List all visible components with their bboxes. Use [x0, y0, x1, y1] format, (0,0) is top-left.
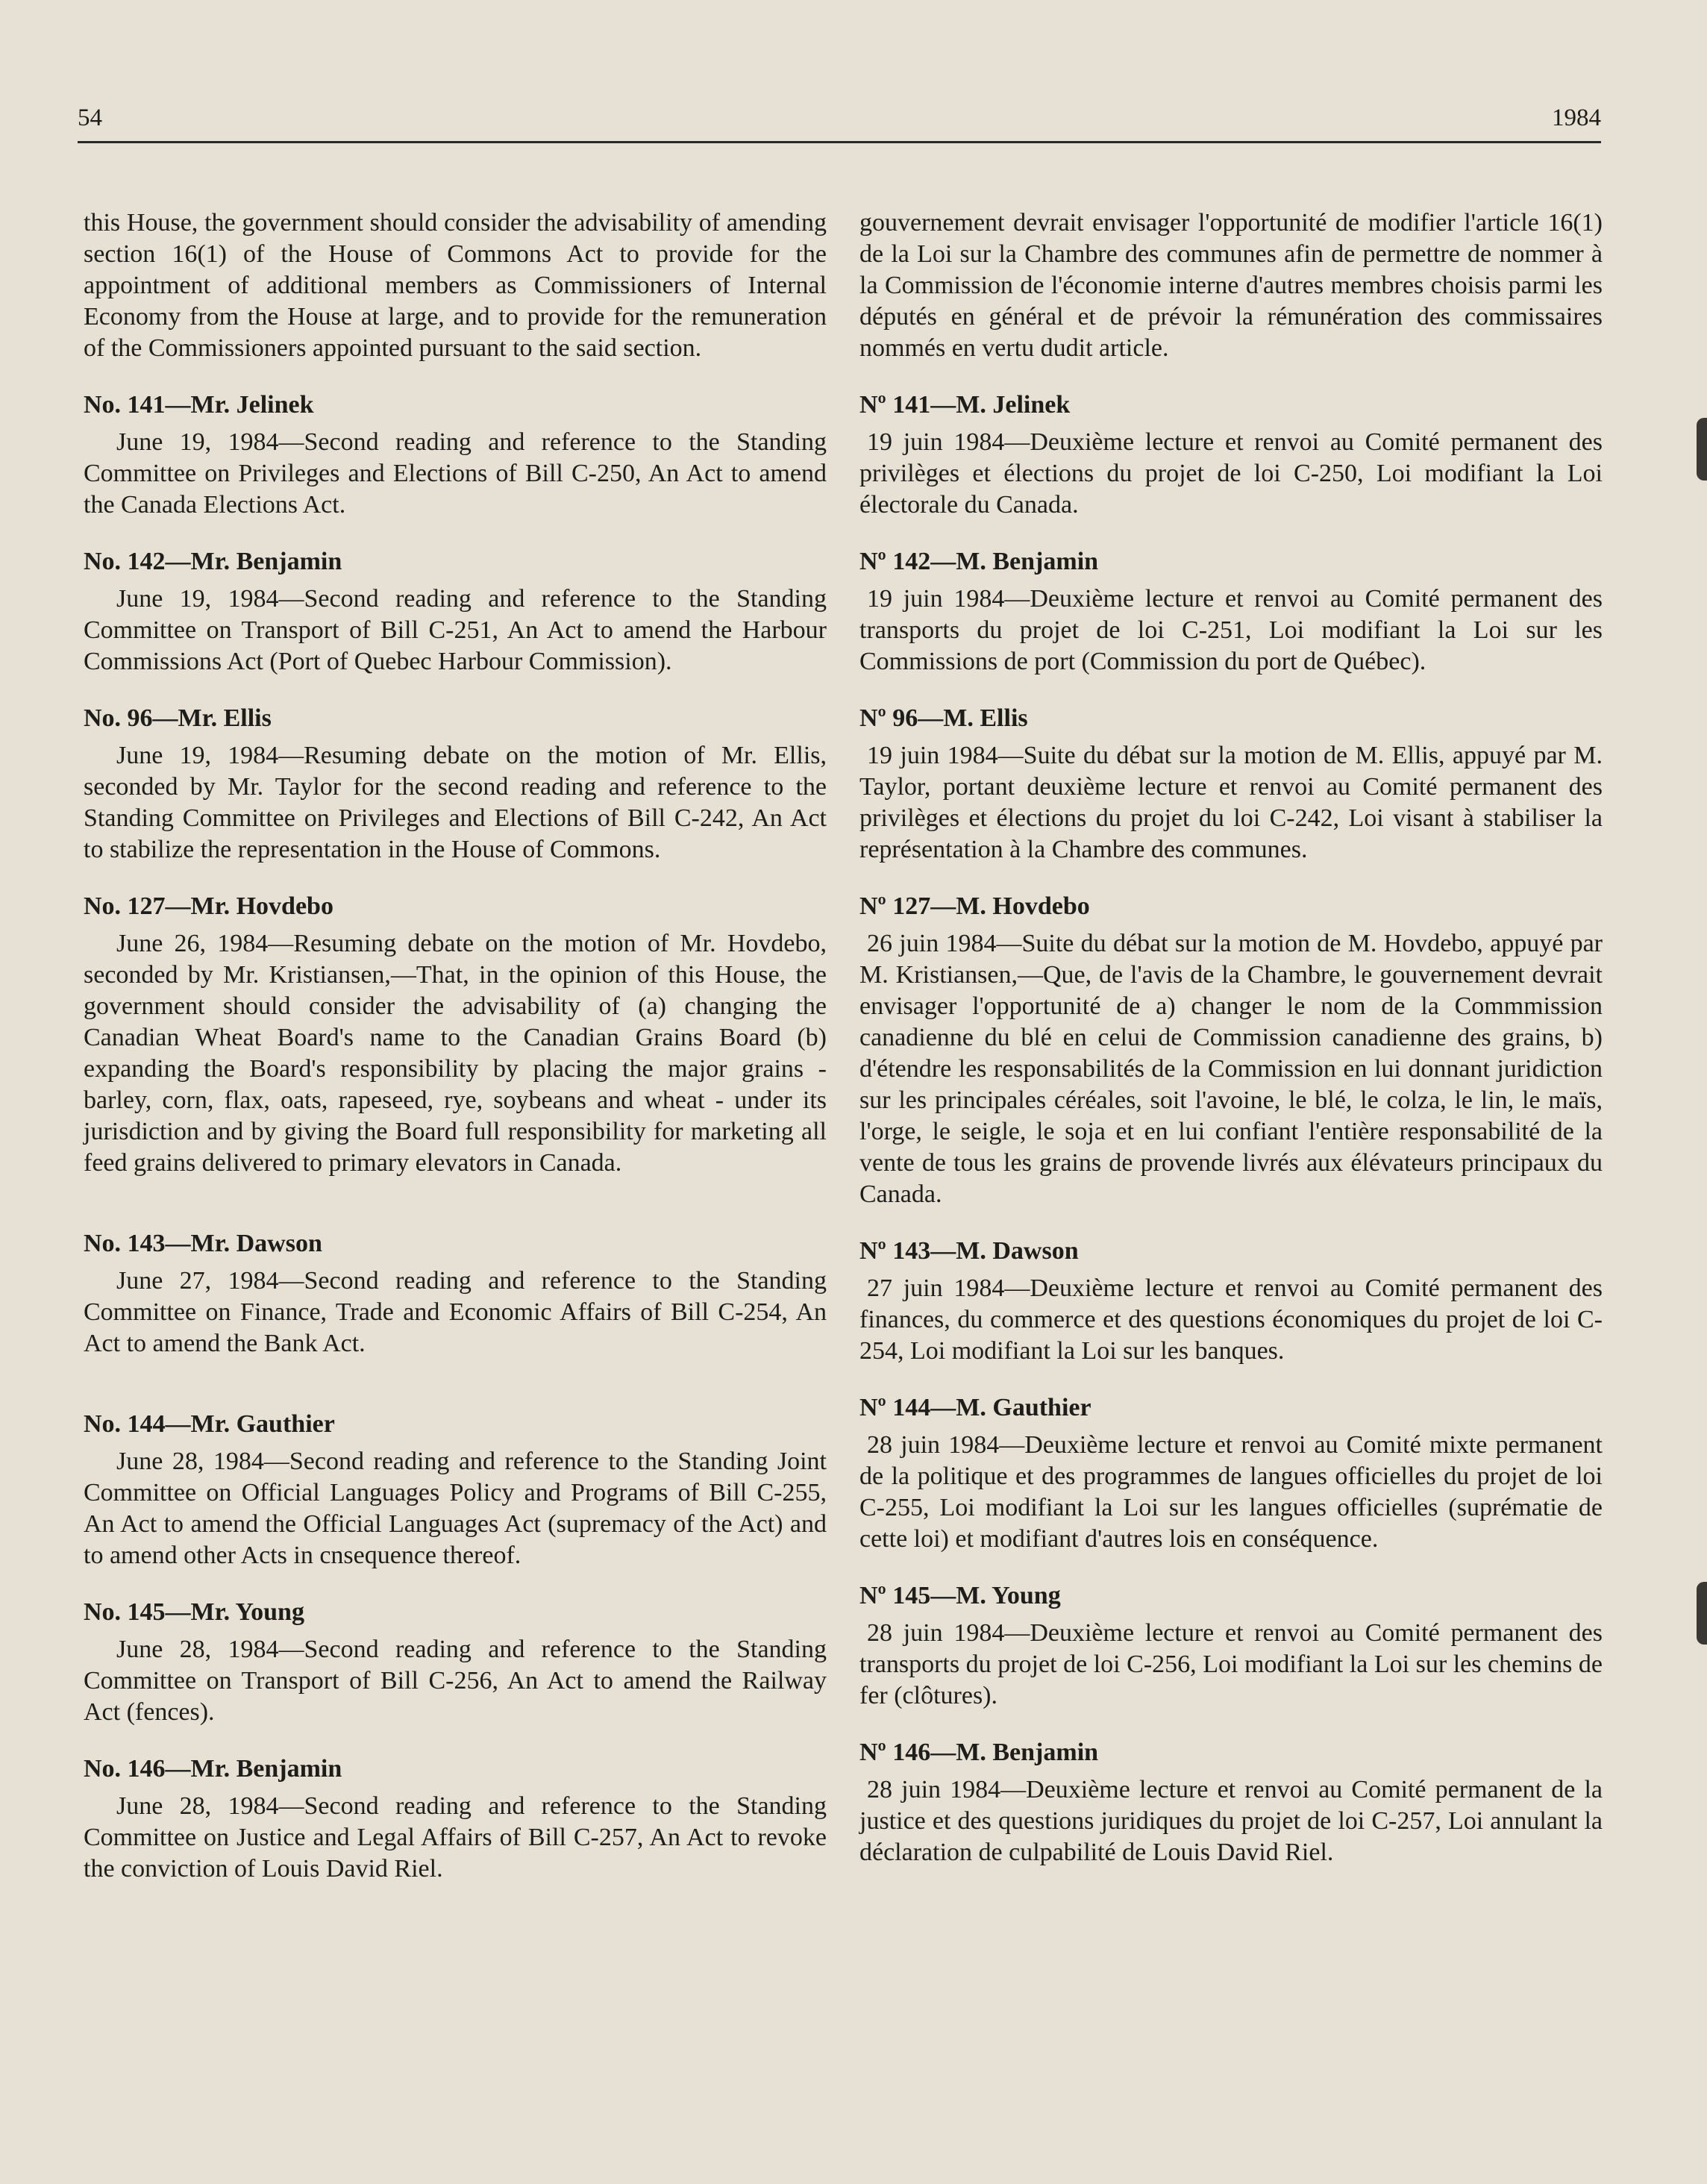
entry-heading: Nº 146—M. Benjamin — [859, 1739, 1099, 1766]
entry-heading: No. 127—Mr. Hovdebo — [84, 892, 333, 920]
binding-hole-mark — [1697, 1582, 1707, 1645]
entry-heading: Nº 144—M. Gauthier — [859, 1394, 1091, 1421]
entry-body: 28 juin 1984—Deuxième lecture et renvoi au Comité permanent de la justice et des questions juridiques du projet de loi C-257, Loi annulant la déclaration de culpabilité de Louis David Riel. — [859, 1776, 1603, 1866]
entry-body: June 19, 1984—Resuming debate on the motion of Mr. Ellis, seconded by Mr. Taylor for the second reading and reference to the Standing Committee on Privileges and Elections of Bill C-242, An Act to stabilize the representation in the House of Commons. — [84, 742, 827, 863]
page-header — [78, 104, 1601, 140]
entry-heading: No. 145—Mr. Young — [84, 1598, 304, 1626]
entry-heading: No. 142—Mr. Benjamin — [84, 548, 342, 575]
entry-body: June 26, 1984—Resuming debate on the motion of Mr. Hovdebo, seconded by Mr. Kristiansen,—That, in the opinion of this House, the government should consider the advisability of (a) changing the Canadian Wheat Board's name to the Canadian Grains Board (b) expanding the Board's responsibility by placing the major grains - barley, corn, flax, oats, rapeseed, rye, soybeans and wheat - under its jurisdiction and by giving the Board full responsibility for marketing all feed grains delivered to primary elevators in Canada. — [84, 930, 827, 1177]
entry-body: June 28, 1984—Second reading and reference to the Standing Committee on Justice and Legal Affairs of Bill C-257, An Act to revoke the conviction of Louis David Riel. — [84, 1792, 827, 1883]
notice-entry — [84, 389, 827, 521]
notice-entry — [84, 1228, 827, 1359]
french-column — [859, 207, 1603, 1868]
notice-entry — [84, 1597, 827, 1728]
entry-heading: Nº 141—M. Jelinek — [859, 391, 1071, 419]
entry-body: 19 juin 1984—Deuxième lecture et renvoi au Comité permanent des transports du projet de loi C-251, Loi modifiant la Loi sur les Commissions de port (Commission du port de Québec). — [859, 585, 1603, 675]
entry-body: June 19, 1984—Second reading and reference to the Standing Committee on Transport of Bill C-251, An Act to amend the Harbour Commissions Act (Port of Quebec Harbour Commission). — [84, 585, 827, 675]
notice-entry — [84, 1753, 827, 1885]
notice-entry — [84, 891, 827, 1179]
notice-entry — [859, 1580, 1603, 1712]
entry-body: 26 juin 1984—Suite du débat sur la motion de M. Hovdebo, appuyé par M. Kristiansen,—Que, de l'avis de la Chambre, le gouvernement devrait envisager l'opportunité de a) changer le nom de la Commmission canadienne du blé en celui de Commission canadienne des grains, b) d'étendre les responsabilités de la Commission en lui donnant juridiction sur les principales céréales, soit l'avoine, le blé, le colza, le lin, le maïs, l'orge, le seigle, le soja et en lui confiant l'entière responsabilité de la vente de tous les grains de provende livrés aux élévateurs principaux du Canada. — [859, 930, 1603, 1208]
entry-body: 19 juin 1984—Suite du débat sur la motion de M. Ellis, appuyé par M. Taylor, portant deuxième lecture et renvoi au Comité permanent des privilèges et élections du projet du loi C-242, Loi visant à stabiliser la représentation à la Chambre des communes. — [859, 742, 1603, 863]
notice-entry — [84, 1409, 827, 1571]
notice-entry — [859, 1236, 1603, 1367]
page-year: 1984 — [1552, 104, 1601, 131]
entry-heading: Nº 127—M. Hovdebo — [859, 892, 1090, 920]
entry-body: 27 juin 1984—Deuxième lecture et renvoi au Comité permanent des finances, du commerce et des questions économiques du projet de loi C-254, Loi modifiant la Loi sur les banques. — [859, 1274, 1603, 1365]
intro-paragraph: gouvernement devrait envisager l'opportunité de modifier l'article 16(1) de la Loi sur la Chambre des communes afin de permettre de nommer à la Commission de l'économie interne d'autres membres choisis parmi les députés en général et de prévoir la rémunération des commissaires nommés en vertu dudit article. — [859, 209, 1603, 362]
entry-heading: Nº 142—M. Benjamin — [859, 548, 1099, 575]
entry-body: June 28, 1984—Second reading and reference to the Standing Joint Committee on Official Languages Policy and Programs of Bill C-255, An Act to amend the Official Languages Act (supremacy of the Act) and to amend other Acts in cnsequence thereof. — [84, 1448, 827, 1569]
entry-body: June 27, 1984—Second reading and reference to the Standing Committee on Finance, Trade and Economic Affairs of Bill C-254, An Act to amend the Bank Act. — [84, 1267, 827, 1357]
binding-hole-mark — [1697, 418, 1707, 481]
notice-entry — [859, 1392, 1603, 1555]
entry-body: 28 juin 1984—Deuxième lecture et renvoi au Comité mixte permanent de la politique et des programmes de langues officielles du projet de loi C-255, Loi modifiant la Loi sur les langues officielles (suprématie de cette loi) et modifiant d'autres lois en conséquence. — [859, 1431, 1603, 1553]
entry-heading: No. 141—Mr. Jelinek — [84, 391, 314, 419]
notice-entry — [859, 891, 1603, 1210]
english-column — [84, 207, 827, 1885]
notice-entry — [84, 546, 827, 678]
entry-body: June 19, 1984—Second reading and reference to the Standing Committee on Privileges and Elections of Bill C-250, An Act to amend the Canada Elections Act. — [84, 428, 827, 519]
notice-entry — [859, 1737, 1603, 1868]
entry-body: 19 juin 1984—Deuxième lecture et renvoi au Comité permanent des privilèges et élections du projet de loi C-250, Loi modifiant la Loi électorale du Canada. — [859, 428, 1603, 519]
entry-heading: No. 146—Mr. Benjamin — [84, 1755, 342, 1783]
entry-body: June 28, 1984—Second reading and reference to the Standing Committee on Transport of Bill C-256, An Act to amend the Railway Act (fences). — [84, 1636, 827, 1726]
intro-paragraph: this House, the government should consider the advisability of amending section 16(1) of the House of Commons Act to provide for the appointment of additional members as Commissioners of Internal Economy from the House at large, and to provide for the remuneration of the Commissioners appointed pursuant to the said section. — [84, 209, 827, 362]
entry-heading: Nº 145—M. Young — [859, 1582, 1061, 1609]
entry-heading: No. 143—Mr. Dawson — [84, 1230, 322, 1257]
entry-heading: No. 144—Mr. Gauthier — [84, 1410, 335, 1438]
entry-heading: No. 96—Mr. Ellis — [84, 704, 272, 732]
notice-entry — [859, 389, 1603, 521]
entry-body: 28 juin 1984—Deuxième lecture et renvoi au Comité permanent des transports du projet de loi C-256, Loi modifiant la Loi sur les chemins de fer (clôtures). — [859, 1619, 1603, 1709]
entry-heading: Nº 96—M. Ellis — [859, 704, 1028, 732]
notice-entry — [84, 703, 827, 866]
header-rule — [78, 141, 1601, 143]
entry-heading: Nº 143—M. Dawson — [859, 1237, 1079, 1265]
notice-entry — [859, 703, 1603, 866]
page-number: 54 — [78, 104, 102, 131]
notice-entry — [859, 546, 1603, 678]
